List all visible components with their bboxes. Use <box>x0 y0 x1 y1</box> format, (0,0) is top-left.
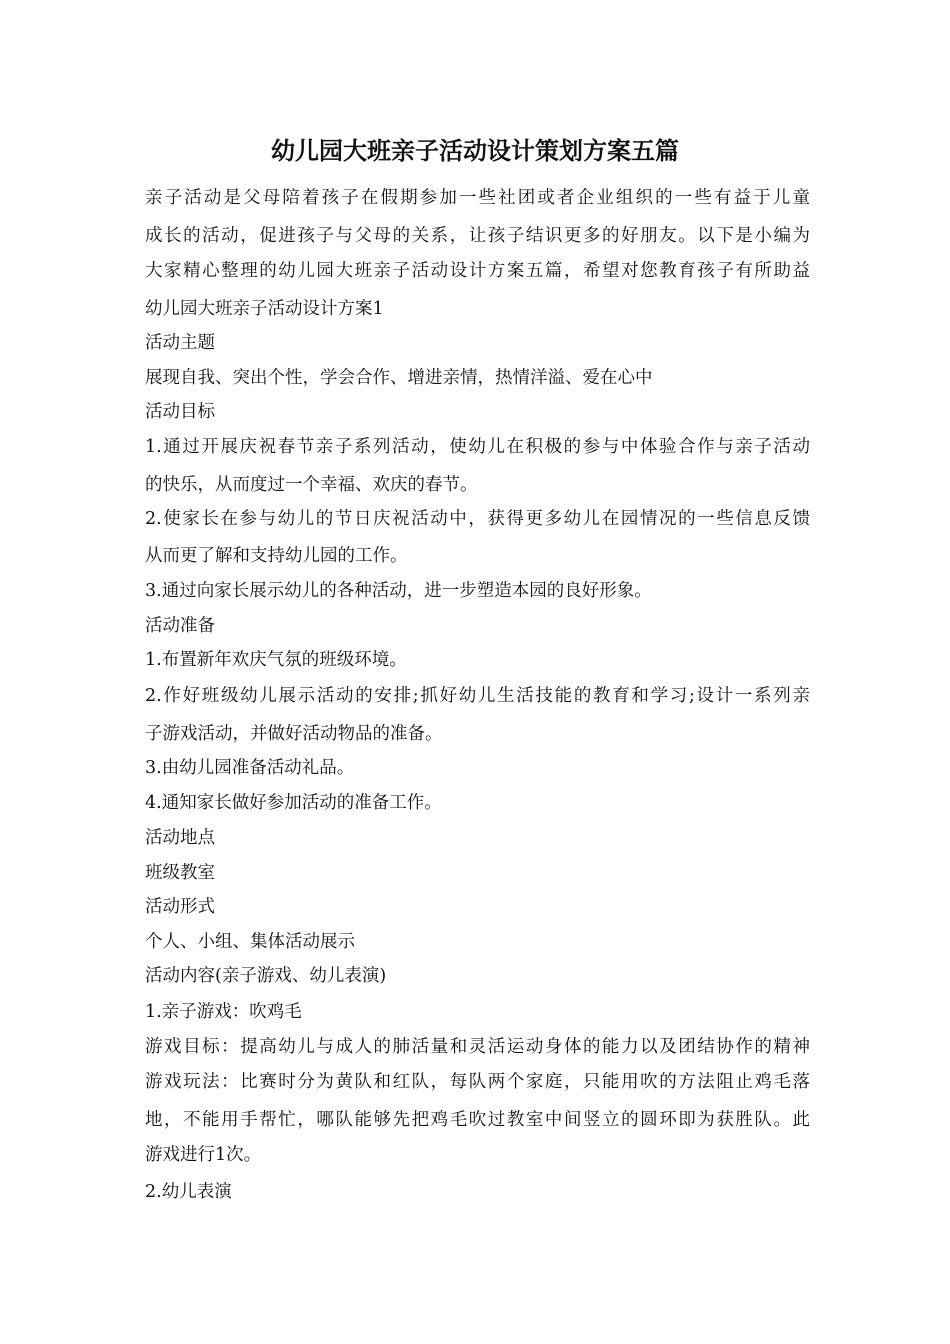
paragraph-line: 游戏目标：提高幼儿与成人的肺活量和灵活运动身体的能力以及团结协作的精神 <box>145 1037 810 1057</box>
paragraph-line: 游戏进行1次。 <box>145 1145 262 1165</box>
paragraph-line: 成长的活动，促进孩子与父母的关系，让孩子结识更多的好朋友。以下是小编为 <box>145 226 810 246</box>
paragraph-line: 2.幼儿表演 <box>145 1182 232 1202</box>
paragraph-line: 幼儿园大班亲子活动设计方案1 <box>145 299 384 319</box>
paragraph-line: 展现自我、突出个性，学会合作、增进亲情，热情洋溢、爱在心中 <box>145 368 653 388</box>
paragraph-line: 活动准备 <box>145 616 215 636</box>
paragraph-line: 的快乐，从而度过一个幸福、欢庆的春节。 <box>145 475 478 495</box>
paragraph-line: 4.通知家长做好参加活动的准备工作。 <box>145 793 442 813</box>
paragraph-line: 活动形式 <box>145 897 215 917</box>
paragraph-line: 3.通过向家长展示幼儿的各种活动，进一步塑造本园的良好形象。 <box>145 581 652 601</box>
paragraph-line: 3.由幼儿园准备活动礼品。 <box>145 758 355 778</box>
paragraph-line: 从而更了解和支持幼儿园的工作。 <box>145 546 408 566</box>
paragraph-line: 游戏玩法：比赛时分为黄队和红队，每队两个家庭，只能用吹的方法阻止鸡毛落 <box>145 1072 810 1092</box>
paragraph-line: 2.使家长在参与幼儿的节日庆祝活动中，获得更多幼儿在园情况的一些信息反馈 <box>145 509 810 529</box>
paragraph-line: 1.亲子游戏：吹鸡毛 <box>145 1002 302 1022</box>
document-title: 幼儿园大班亲子活动设计策划方案五篇 <box>271 136 679 165</box>
paragraph-line: 地，不能用手帮忙，哪队能够先把鸡毛吹过教室中间竖立的圆环即为获胜队。此 <box>145 1110 810 1130</box>
paragraph-line: 亲子活动是父母陪着孩子在假期参加一些社团或者企业组织的一些有益于儿童 <box>145 188 810 208</box>
paragraph-line: 活动地点 <box>145 828 215 848</box>
paragraph-line: 活动内容(亲子游戏、幼儿表演) <box>145 966 387 986</box>
paragraph-line: 活动目标 <box>145 402 215 422</box>
paragraph-line: 1.通过开展庆祝春节亲子系列活动，使幼儿在积极的参与中体验合作与亲子活动 <box>145 437 810 457</box>
paragraph-line: 班级教室 <box>145 863 215 883</box>
paragraph-line: 1.布置新年欢庆气氛的班级环境。 <box>145 650 407 670</box>
paragraph-line: 子游戏活动，并做好活动物品的准备。 <box>145 724 443 744</box>
paragraph-line: 个人、小组、集体活动展示 <box>145 932 355 952</box>
paragraph-line: 活动主题 <box>145 333 215 353</box>
paragraph-line: 2.作好班级幼儿展示活动的安排;抓好幼儿生活技能的教育和学习;设计一系列亲 <box>145 686 810 706</box>
paragraph-line: 大家精心整理的幼儿园大班亲子活动设计方案五篇，希望对您教育孩子有所助益 <box>145 261 810 281</box>
